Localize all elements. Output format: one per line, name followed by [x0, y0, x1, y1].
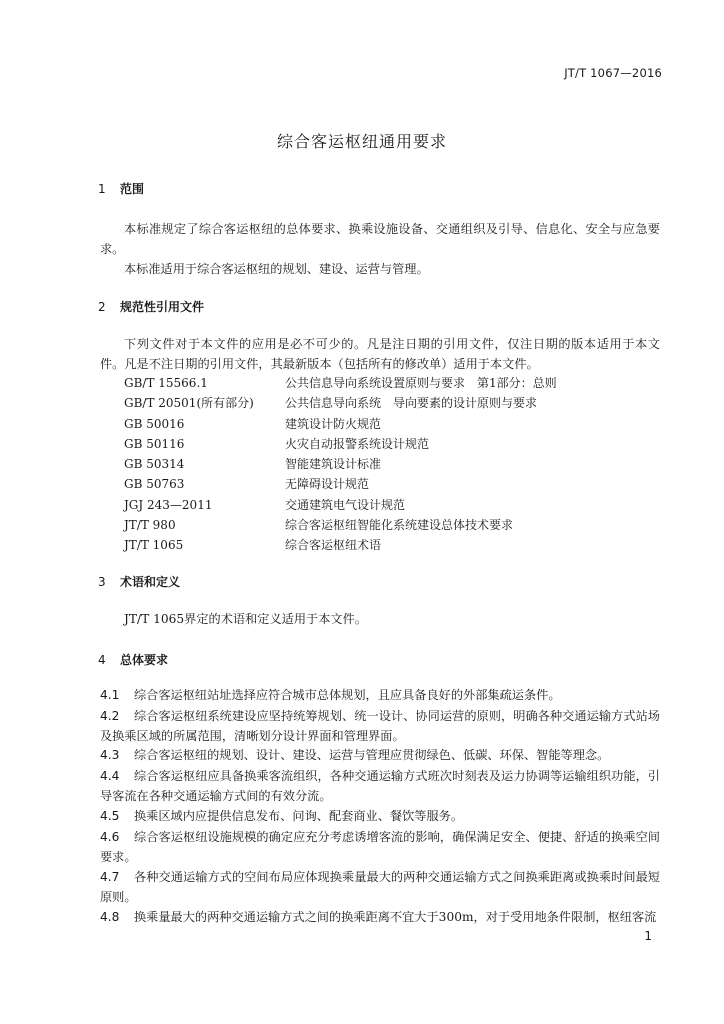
section-number: 3: [98, 575, 106, 589]
reference-title: 智能建筑设计标准: [285, 457, 382, 472]
reference-list: [124, 373, 557, 556]
normative-intro: 下列文件对于本文件的应用是必不可少的。凡是注日期的引用文件，仅注日期的版本适用于本文件。凡是不注日期的引用文件，其最新版本（包括所有的修改单）适用于本文件。: [100, 337, 660, 371]
reference-code: GB 50016: [124, 416, 185, 431]
reference-item: [124, 373, 557, 393]
requirement-number: 4.5: [100, 809, 120, 823]
reference-item: [124, 474, 557, 494]
requirement-item: [100, 806, 660, 826]
requirement-number: 4.1: [100, 688, 120, 702]
reference-code: GB/T 20501(所有部分): [124, 396, 254, 411]
header-code: JT/T 1067—2016: [564, 66, 662, 80]
requirement-item: [100, 827, 660, 867]
terms-paragraph: JT/T 1065界定的术语和定义适用于本文件。: [124, 612, 367, 626]
requirement-item: [100, 867, 660, 907]
reference-item: [124, 393, 557, 413]
reference-code: JGJ 243—2011: [124, 497, 213, 512]
requirement-text: 换乘区域内应提供信息发布、问询、配套商业、餐饮等服务。: [134, 809, 464, 823]
section-heading-3: [98, 573, 180, 590]
reference-item: [124, 414, 557, 434]
section-number: 2: [98, 300, 106, 314]
reference-title: 综合客运枢纽术语: [285, 538, 382, 553]
section-title: 范围: [120, 182, 145, 196]
requirement-text: 换乘量最大的两种交通运输方式之间的换乘距离不宜大于300m，对于受用地条件限制，枢纽客流: [134, 910, 657, 924]
reference-title: 公共信息导向系统 导向要素的设计原则与要求: [285, 396, 538, 411]
requirement-item: [100, 685, 660, 705]
section-heading-2: [98, 298, 204, 315]
reference-title: 交通建筑电气设计规范: [285, 497, 406, 512]
reference-item: [124, 454, 557, 474]
requirement-item: [100, 907, 660, 927]
reference-title: 无障碍设计规范: [285, 477, 370, 492]
requirement-number: 4.7: [100, 870, 120, 884]
reference-code: JT/T 1065: [124, 538, 184, 553]
reference-title: 综合客运枢纽智能化系统建设总体技术要求: [285, 518, 514, 533]
scope-paragraph-2: 本标准适用于综合客运枢纽的规划、建设、运营与管理。: [124, 262, 429, 276]
reference-title: 火灾自动报警系统设计规范: [285, 436, 430, 451]
section-number: 4: [98, 653, 106, 667]
requirement-text: 综合客运枢纽的规划、设计、建设、运营与管理应贯彻绿色、低碳、环保、智能等理念。: [134, 748, 610, 762]
requirement-text: 综合客运枢纽系统建设应坚持统筹规划、统一设计、协同运营的原则，明确各种交通运输方式站场及换乘区域的所属范围，清晰划分设计界面和管理界面。: [100, 709, 660, 743]
section-title: 总体要求: [120, 653, 169, 667]
document-title: 综合客运枢纽通用要求: [276, 132, 447, 151]
requirement-number: 4.2: [100, 709, 120, 723]
reference-item: [124, 515, 557, 535]
section-title: 术语和定义: [120, 575, 181, 589]
requirement-item: [100, 766, 660, 806]
section-number: 1: [98, 182, 106, 196]
page-number: 1: [644, 929, 652, 943]
requirement-number: 4.6: [100, 830, 120, 844]
section-title: 规范性引用文件: [120, 300, 205, 314]
reference-code: GB 50314: [124, 457, 185, 472]
requirement-text: 综合客运枢纽设施规模的确定应充分考虑诱增客流的影响，确保满足安全、便捷、舒适的换乘空间要求。: [100, 830, 660, 864]
reference-code: GB 50763: [124, 477, 185, 492]
reference-item: [124, 535, 557, 555]
reference-code: GB/T 15566.1: [124, 376, 208, 390]
requirement-text: 综合客运枢纽应具备换乘客流组织，各种交通运输方式班次时刻表及运力协调等运输组织功能，引导客流在各种交通运输方式间的有效分流。: [100, 769, 660, 803]
reference-item: [124, 495, 557, 515]
requirement-text: 综合客运枢纽站址选择应符合城市总体规划，且应具备良好的外部集疏运条件。: [134, 688, 561, 702]
reference-code: JT/T 980: [124, 518, 176, 533]
requirement-number: 4.8: [100, 910, 120, 924]
reference-item: [124, 434, 557, 454]
requirement-text: 各种交通运输方式的空间布局应体现换乘量最大的两种交通运输方式之间换乘距离或换乘时间最短原则。: [100, 870, 660, 904]
reference-code: GB 50116: [124, 436, 185, 451]
requirement-item: [100, 745, 660, 765]
requirement-number: 4.3: [100, 748, 120, 762]
section-heading-1: [98, 180, 144, 197]
requirement-item: [100, 706, 660, 746]
requirement-number: 4.4: [100, 769, 120, 783]
reference-title: 建筑设计防火规范: [285, 416, 382, 431]
scope-paragraph-1: 本标准规定了综合客运枢纽的总体要求、换乘设施设备、交通组织及引导、信息化、安全与应急要求。: [100, 222, 660, 256]
reference-title: 公共信息导向系统设置原则与要求 第1部分：总则: [285, 376, 557, 390]
section-heading-4: [98, 651, 168, 668]
